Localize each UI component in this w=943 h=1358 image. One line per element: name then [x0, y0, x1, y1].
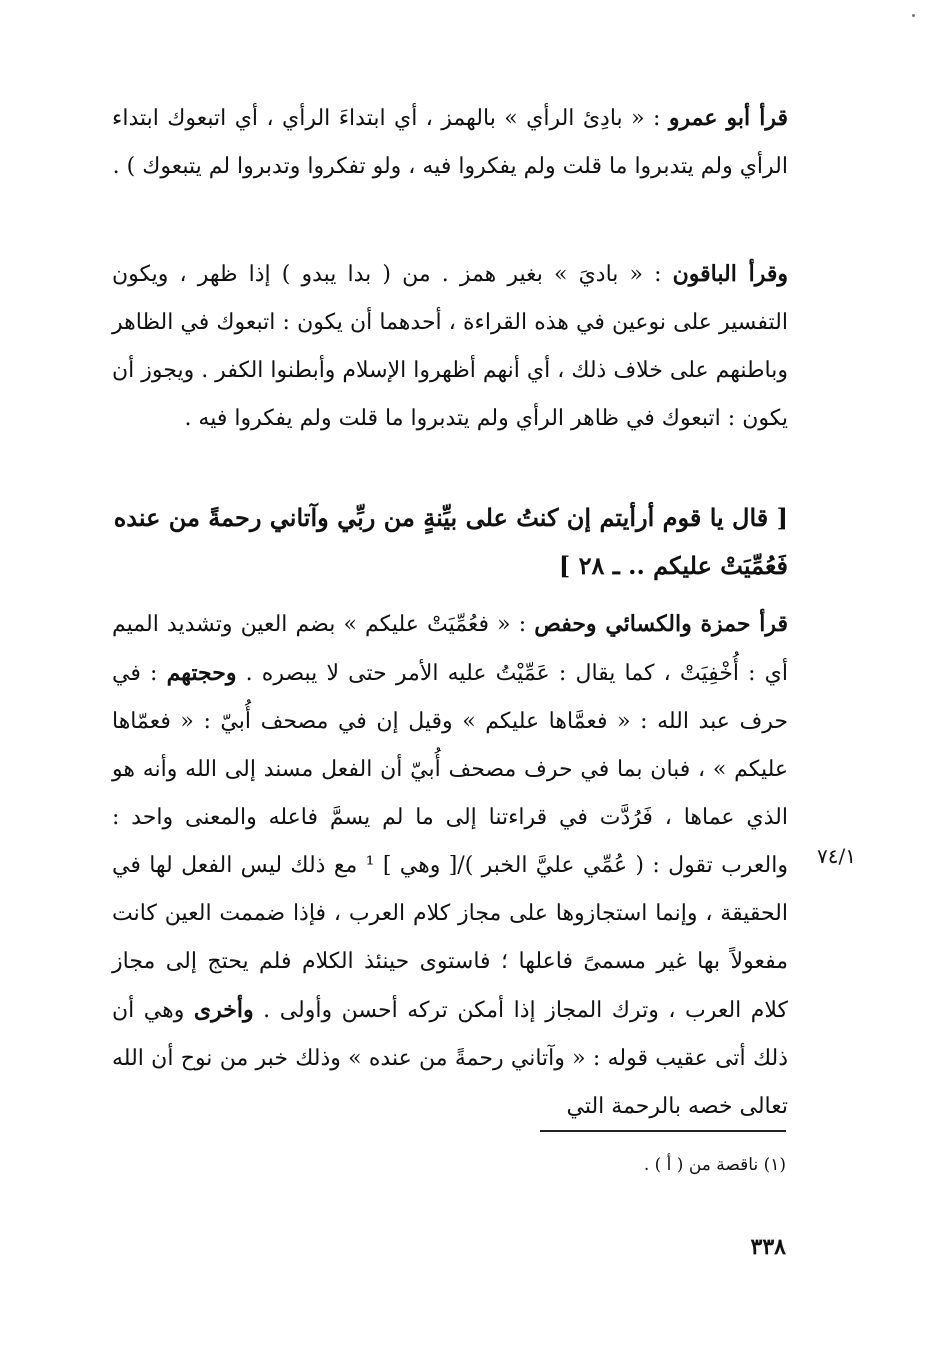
- paragraph-others: [112, 250, 788, 443]
- scan-dot: [912, 14, 915, 17]
- paragraph-text: : « باديَ » بغير همز . من ( بدا يبدو ) إذا ظهر ، ويكون التفسير على نوعين في هذه القراءة ، أحدهما أن يكون : اتبعوك في الظاهر وباطنهم على خلاف ذلك ، أي أنهم أظهروا الإسلام وأبطنوا الكفر . ويجوز أن يكون : اتبعوك في ظاهر الرأي ولم يتدبروا ما قلت ولم يفكروا فيه .: [112, 262, 788, 431]
- paragraph-text: : « بادِئ الرأي » بالهمز ، أي ابتداءَ الرأي ، أي اتبعوك ابتداء الرأي ولم يتدبروا ما قلت ولم يفكروا فيه ، ولو تفكروا وتدبروا لم يتبعوك ) .: [112, 106, 788, 179]
- paragraph-text-argument: : في حرف عبد الله : « فعمَّاها عليكم » وقيل إن في مصحف أُبيّ : « فعمّاها عليكم » ، فبان بما في حرف مصحف أُبيّ أن الفعل مسند إلى الله وأنه هو الذي عماها ، فَرُدَّت في قراءتنا إلى ما لم يسمَّ فاعله والمعنى واحد : والعرب تقول : ( عُمِّي عليَّ الخبر )/[ وهي ] ¹ مع ذلك ليس الفعل لها في الحقيقة ، وإنما استجازوها على مجاز كلام العرب ، فإذا ضممت العين كانت مفعولاً بها غير مسمىً فاعلها ؛ فاستوى حينئذ الكلام فلم يحتج إلى مجاز كلام العرب ، وترك المجاز إذا أمكن تركه أحسن وأولى .: [112, 661, 789, 1023]
- quran-verse: [ قال يا قوم أرأيتم إن كنتُ على بيِّنةٍ من ربِّي وآتاني رحمةً من عنده فَعُمِّيَتْ عليكم .. ـ ٢٨ ]: [113, 503, 788, 580]
- paragraph-lead: وقرأ الباقون: [672, 261, 789, 287]
- paragraph-lead: قرأ حمزة والكسائي وحفص: [534, 611, 788, 637]
- page-number: ٣٣٨: [750, 1234, 786, 1260]
- footnote: (١) ناقصة من ( أ ) .: [643, 1155, 786, 1175]
- paragraph-text: : « فعُمِّيَتْ عليكم » بضم العين وتشديد الميم أي : أُخْفِيَتْ ، كما يقال : عَمِّيْتُ عليه الأمر حتى لا يبصره .: [112, 612, 789, 686]
- paragraph-text-other: وهي أن ذلك أتى عقيب قوله : « وآتاني رحمةً من عنده » وذلك خبر من نوح أن الله تعالى خصه بالرحمة التي: [112, 998, 788, 1119]
- paragraph-lead: قرأ أبو عمرو: [668, 105, 789, 131]
- paragraph-lead-other: وأخرى: [193, 997, 254, 1023]
- paragraph-abu-amr: [112, 94, 788, 191]
- paragraph-lead-argument: وحجتهم: [166, 660, 237, 686]
- footnote-divider: [540, 1130, 786, 1132]
- paragraph-hamza: [112, 600, 788, 1131]
- manuscript-folio-ref: ٧٤/١: [817, 844, 856, 868]
